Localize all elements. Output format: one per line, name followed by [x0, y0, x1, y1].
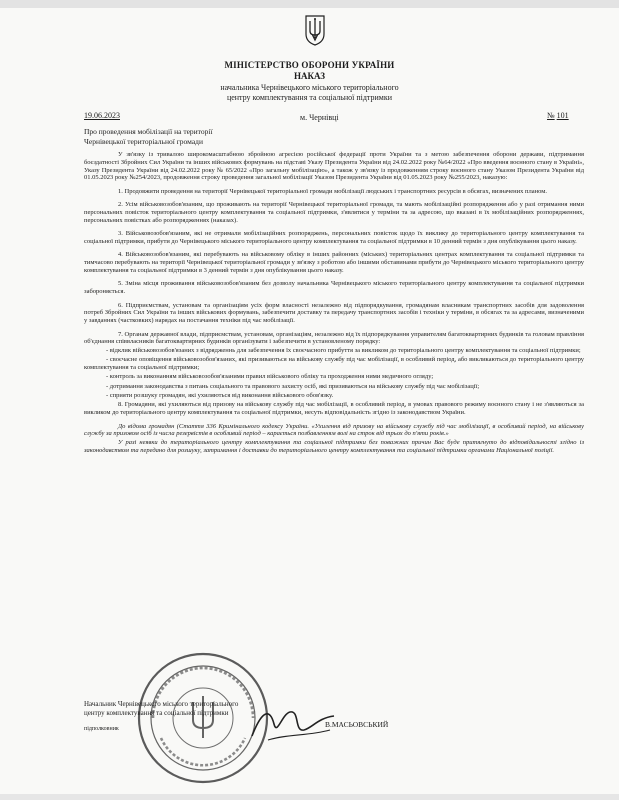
signatory-name: В.МАСЬОВСЬКИЙ: [325, 720, 389, 729]
order-city: м. Чернівці: [300, 113, 339, 122]
signatory-title-line-2: центру комплектування та соціальної підтримки: [84, 708, 229, 717]
list-item: - своєчасне оповіщення військовозобов'язаних, які призиваються на військову службу під час мобілізації, в особливий період, або викликаються до територіального центру комплектування та соціальної підтримки;: [84, 356, 584, 372]
number-value: 101: [556, 111, 569, 120]
paragraph-1: 1. Продовжити проведення на території Чернівецької територіальної громади мобілізації людських і транспортних ресурсів в обсягах, визначених планом.: [118, 187, 547, 195]
closing-warning: У разі неявки до територіального центру комплектування та соціальної підтримки без поважних причин Вас буде притягнуто до відповідальності згідно із законодавством та передано для розшуку, затримання і доставки до територіального центру комплектування та соціальної підтримки органами Національної поліції.: [84, 439, 584, 454]
subject-line-2: Чернівецької територіальної громади: [84, 137, 203, 146]
paragraph-8: 8. Громадяни, які ухиляються від призову на військову службу під час мобілізації, в особливий період, в умовах правового режиму воєнного стану і не з'являються за викликом до територіального центру комплектування та соціальної підтримки, несуть відповідальність згідно із законодавством України.: [84, 401, 584, 417]
paragraph-5: 5. Зміна місця проживання військовозобов'язаним без дозволу начальника Чернівецького міського територіального центру комплектування та соціальної підтримки забороняється.: [84, 280, 584, 296]
list-item: - сприяти розшуку громадян, які ухиляються від виконання військового обов'язку.: [106, 392, 334, 400]
ministry-name: МІНІСТЕРСТВО ОБОРОНИ УКРАЇНИ: [224, 60, 395, 70]
paragraph-3: 3. Військовозобов'язаним, які не отримали мобілізаційних розпоряджень, персональних повісток щодо їх виклику до територіального центру комплектування та соціальної підтримки, прибути до Чернівецького міського територіального центру комплектування та соціальної підтримки в 10 денний термін з дня опублікування цього наказу.: [84, 230, 584, 245]
scan-border-top: [0, 0, 619, 8]
intro-paragraph: У зв'язку із тривалою широкомасштабною збройною агресією російської федерації проти України та з метою забезпечення оборони держави, підтримання боєздатності Збройних Сил України та інших військових формувань на підставі Указу Президента України від 24.02.2022 року №64/2022 «Про введення воєнного стану в Україні», Указу Президента України від 24.02.2022 року № 65/2022 «Про загальну мобілізацію», а також у зв'язку із продовженням строку воєнного стану Указом Президента України від 01.05.2023 року №254/2023, продовження строку проведення загальної мобілізації Указом Президента України від 01.05.2023 року №255/2023, наказую:: [84, 151, 584, 182]
paragraph-4: 4. Військовозобов'язаним, які перебувають на військовому обліку в інших районних (міських) територіальних центрах комплектування та соціальної підтримки та тимчасово перебувають на території Чернівецької територіальної громади у зв'язку з роботою або іншими обставинами прибути до Чернівецького міського територіального центру комплектування та соціальної підтримки в 3 денний термін з дня опублікування цього наказу.: [84, 251, 584, 274]
list-item: - дотримання законодавства з питань соціального та правового захисту осіб, які призиваються на військову службу під час мобілізації;: [106, 382, 480, 390]
scan-border-bottom: [0, 794, 619, 800]
subject-line-1: Про проведення мобілізації на території: [84, 127, 213, 136]
issuer-line-1: начальника Чернівецького міського територіального: [220, 83, 399, 92]
document-type: НАКАЗ: [293, 71, 326, 81]
number-prefix: №: [547, 111, 555, 120]
paragraph-7: 7. Органам державної влади, підприємствам, установам, організаціям, незалежно від їх підпорядкування управителям багатоквартирних будинків та головам правління об'єднання співвласників багатоквартирних будинків організувати і забезпечити в установленому порядку:: [84, 330, 584, 346]
trident-coat-of-arms-icon: [304, 14, 326, 46]
signatory-title-line-1: Начальник Чернівецького міського територіального: [84, 700, 239, 708]
order-date: 19.06.2023: [84, 111, 120, 120]
criminal-code-notice: До відома громадян (Стаття 336 Кримінального кодексу України. «Ухилення від призову на військову службу під час мобілізації, в особливий період, на військову службу за призовом осіб із числа резервістів в особливий період – карається позбавленням волі на строк від трьох до п'яти років.»: [84, 422, 584, 438]
list-item: - відклик військовозобов'язаних з відрядженнь для забезпечення їх своєчасного прибуття за викликом до територіального центру комплектування та соціальної підтримки;: [106, 347, 581, 355]
list-item: - контроль за виконанням військовозобов'язаними правил військового обліку та проходження ними медичного огляду;: [106, 373, 434, 381]
order-number: [547, 111, 569, 120]
issuer-line-2: центру комплектування та соціальної підтримки: [226, 93, 393, 102]
signatory-rank: підполковник: [84, 726, 119, 732]
paragraph-6: 6. Підприємствам, установам та організаціям усіх форм власності незалежно від підпорядкування, громадянам власникам транспортних засобів для задоволення потреб Збройних Сил України та інших військових формувань, забезпечити доставку та передачу транспортних засобів і техніки у терміни, в обсягах та за адресами, визначеними у завданнях (частковких) нарядах на постачання техніки під час мобілізації.: [84, 301, 584, 325]
order-body: [84, 151, 584, 460]
order-subject: [84, 127, 304, 147]
paragraph-2: 2. Усім військовозобов'язаним, що проживають на території Чернівецької територіальної громади, та мають мобілізаційні розпорядження або у разі отримання ними персональних повісток територіального центру комплектування та соціальної підтримки, з'являтися у терміни та за адресою, що вказані в їх мобілізаційних розпорядженнях, персональних повістках або розпорядженнях (наказах).: [84, 201, 584, 224]
